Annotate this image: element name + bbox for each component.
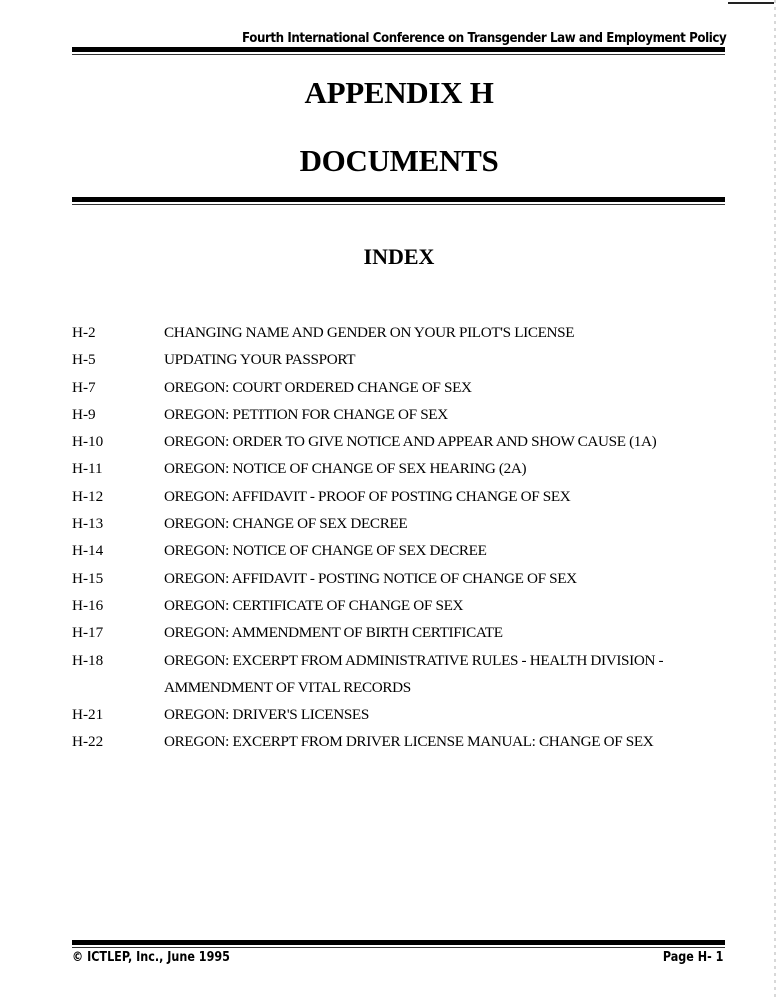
entry-page: H-7	[72, 378, 96, 396]
index-entry	[72, 622, 722, 649]
index-entry	[72, 568, 722, 595]
index-entry	[72, 731, 722, 758]
index-entry	[72, 322, 722, 349]
entry-title: OREGON: EXCERPT FROM DRIVER LICENSE MANUAL: CHANGE OF SEX	[164, 733, 654, 751]
header-rule	[72, 47, 725, 55]
entry-page: H-21	[72, 706, 104, 724]
entry-title: OREGON: DRIVER'S LICENSES	[164, 706, 369, 724]
entry-title: OREGON: AFFIDAVIT - POSTING NOTICE OF CHANGE OF SEX	[164, 569, 577, 587]
entry-page: H-16	[72, 596, 104, 614]
entry-title: OREGON: NOTICE OF CHANGE OF SEX DECREE	[164, 542, 487, 560]
entry-page: H-13	[72, 515, 104, 533]
index-entry-continuation	[72, 677, 722, 704]
entry-title: OREGON: CHANGE OF SEX DECREE	[164, 515, 408, 533]
title-rule	[72, 197, 725, 205]
entry-title: CHANGING NAME AND GENDER ON YOUR PILOT'S LICENSE	[164, 324, 575, 341]
entry-page: H-22	[72, 733, 104, 751]
entry-page: H-18	[72, 651, 104, 669]
entry-page: H-15	[72, 569, 104, 587]
index-entry	[72, 650, 722, 677]
index-entry	[72, 431, 722, 458]
index-entry	[72, 486, 722, 513]
index-entry	[72, 513, 722, 540]
entry-page: H-11	[72, 460, 103, 478]
entry-title: OREGON: AFFIDAVIT - PROOF OF POSTING CHANGE OF SEX	[164, 487, 571, 505]
section-title: DOCUMENTS	[299, 143, 499, 178]
entry-page: H-17	[72, 624, 104, 642]
index-entry	[72, 704, 722, 731]
entry-page: H-5	[72, 351, 96, 369]
index-entry	[72, 540, 722, 567]
entry-page: H-12	[72, 487, 104, 505]
index-entry	[72, 349, 722, 376]
entry-title: OREGON: NOTICE OF CHANGE OF SEX HEARING (2A)	[164, 460, 527, 478]
index-entry	[72, 595, 722, 622]
entry-title: OREGON: PETITION FOR CHANGE OF SEX	[164, 405, 448, 423]
entry-title: OREGON: COURT ORDERED CHANGE OF SEX	[164, 378, 472, 396]
index-heading: INDEX	[363, 244, 435, 269]
entry-page: H-14	[72, 542, 104, 560]
entry-title-continuation: AMMENDMENT OF VITAL RECORDS	[164, 678, 411, 696]
index-list	[72, 322, 722, 759]
entry-title: OREGON: ORDER TO GIVE NOTICE AND APPEAR AND SHOW CAUSE (1A)	[164, 433, 657, 451]
appendix-title: APPENDIX H	[304, 75, 494, 110]
page-number: Page H- 1	[662, 950, 723, 965]
index-entry	[72, 458, 722, 485]
entry-page: H-9	[72, 405, 96, 423]
entry-page: H-10	[72, 433, 104, 451]
footer-rule	[72, 940, 725, 948]
entry-title: OREGON: CERTIFICATE OF CHANGE OF SEX	[164, 596, 464, 614]
entry-title: OREGON: AMMENDMENT OF BIRTH CERTIFICATE	[164, 624, 503, 642]
running-header: Fourth International Conference on Transgender Law and Employment Policy	[241, 30, 726, 46]
index-entry	[72, 404, 722, 431]
entry-title: UPDATING YOUR PASSPORT	[164, 351, 356, 369]
scan-corner-mark	[728, 2, 774, 4]
entry-title: OREGON: EXCERPT FROM ADMINISTRATIVE RULES - HEALTH DIVISION -	[164, 651, 664, 669]
index-entry	[72, 377, 722, 404]
copyright-footer: © ICTLEP, Inc., June 1995	[72, 950, 230, 965]
entry-page: H-2	[72, 324, 96, 341]
